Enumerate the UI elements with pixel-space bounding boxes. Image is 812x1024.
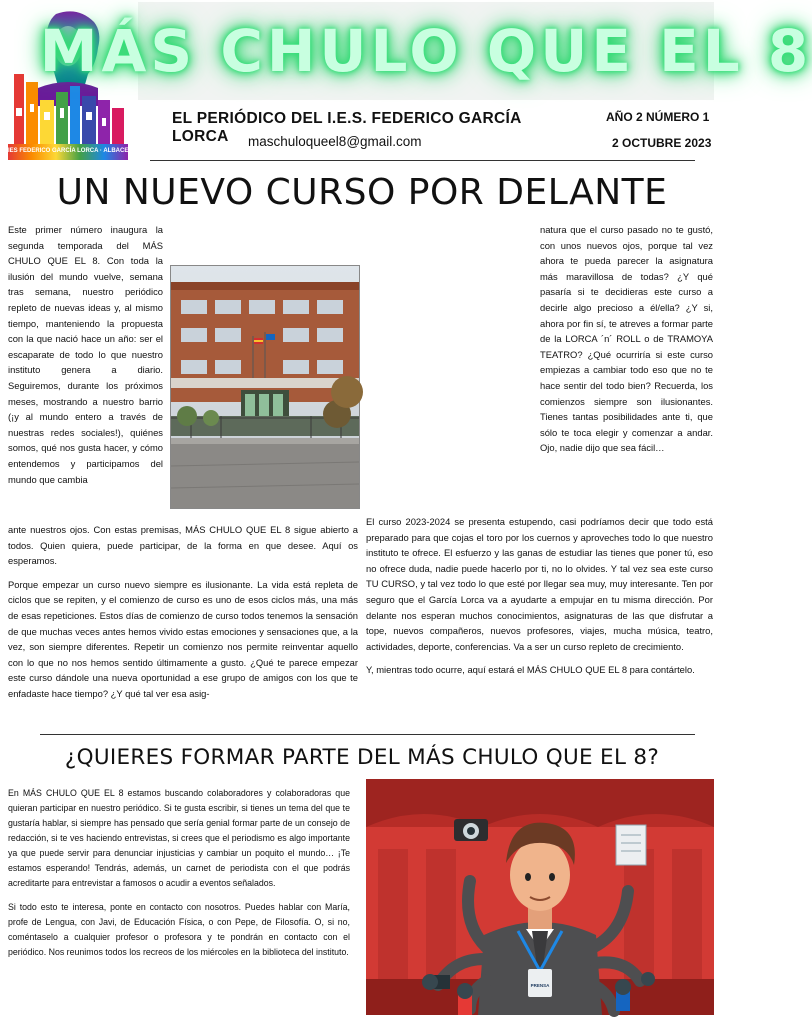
article2-title: ¿QUIERES FORMAR PARTE DEL MÁS CHULO QUE EL 8? [64,745,660,770]
logo-caption: IES FEDERICO GARCÍA LORCA · ALBACETE [8,148,137,154]
masthead-title: MÁS CHULO QUE EL 8 [39,17,812,85]
issue-date: 2 OCTUBRE 2023 [612,136,712,150]
masthead-banner [39,2,812,100]
article-divider [40,734,695,735]
header-divider [150,160,695,161]
article2-body: En MÁS CHULO QUE EL 8 estamos buscando colaboradores y colaboradoras que quieran participar en nuestro periódico. Si te gusta escribir, si tienes un tema del que te gustaría hablar, si siempre has pensado que sería genial formar parte de un consejo de redacción, si te ves haciendo entrevistas, si crees que el periodismo es algo importante ya que puede servir para denunciar injusticias y cambiar un poquito el mundo… ¡Te estamos esperando! Tendrás, además, un carnet de periodista con el que podrás acreditarte para entrevistar a famosos o acudir a eventos señalados. Si todo esto te interesa, ponte en contacto con nosotros. Puedes hablar con María, profe de Lengua, con Javi, de Educación Física, o con Pepe, de Filosofía. O, si no, coméntaselo a cualquier profesor o profesora y te pondrán en contacto con el periódico. Nos reunimos todos los recreos de los miércoles en la biblioteca del instituto. [8,788,350,957]
contact-email[interactable]: maschuloqueel8@gmail.com [248,134,422,149]
journalist-illustration [366,779,714,1015]
newspaper-subtitle: EL PERIÓDICO DEL I.E.S. FEDERICO GARCÍA LORCA [172,110,522,145]
article1-title: UN NUEVO CURSO POR DELANTE [56,172,668,213]
press-badge: PRENSA [530,983,550,988]
article1-right-wide: El curso 2023-2024 se presenta estupendo, casi podríamos decir que todo está preparado para que cojas el toro por los cuernos y aproveches todo lo que nuestro instituto te ofrece. El esfuerzo y las ganas de estudiar las tienes que poner tú, eso no ofrece duda, nadie puede hacerlo por ti, no lo olvides. Y tal vez sea este curso TU CURSO, y tal vez todo lo que esté por llegar sea muy, muy interesante. Ten por seguro que el García Lorca va a ayudarte a empujar en tu misma dirección. Por delante nos esperan muchos conocimientos, asignaturas de las que disfrutar a tope, nuevos compañeros, nuevos profesores, viajes, mucha música, teatro, actividades, deporte, conferencias. Va a ser un curso repleto de crecimiento. Y, mientras todo ocurre, aquí estará el MÁS CHULO QUE EL 8 para contártelo. [366,516,713,676]
article1-col-right: natura que el curso pasado no te gustó, con unos nuevos ojos, porque tal vez ahora te pueda parecer la asignatura más maravillosa de todas? ¿Y qué pasaría si te decidieras este curso a decirle algo precioso a él/ella? ¿Y si, ahora por fin sí, te atreves a formar parte de la LORCA ´n´ ROLL o de TRAMOYA TEATRO? ¿Qué ocurriría si este curso empiezas a cambiar todo eso que no te hace sentir del todo bien? Recuerda, los comienzos siempre son ilusionantes. Tienes tantas posibilidades ante ti, que sólo te toca elegir y comenzar a andar. Ojo, nadie dijo que sea fácil… [540,224,713,454]
article1-left-wide: ante nuestros ojos. Con estas premisas, MÁS CHULO QUE EL 8 sigue abierto a todos. Quien quiera, puede participar, de la forma en que desee. Aquí os esperamos. Porque empezar un curso nuevo siempre es ilusionante. La vida está repleta de ciclos que se repiten, y el comienzo de curso es uno de esos ciclos más, una más de esas repeticiones. Estos días de comienzo de curso todos tenemos la sensación de que muchas veces antes hemos vivido estas emociones y sensaciones que, a la vez, son siempre diferentes. Repetir un comienzo nos permite reinventar aquello con lo que no nos hemos sentido últimamente a gusto. ¿Qué te parece empezar este curso dándole una nueva oportunidad a ese grupo de amigos con los que te enfadaste hace tiempo? ¿Y qué tal ver esa asig- [8,524,358,699]
article1-col-left: Este primer número inaugura la segunda temporada del MÁS CHULO QUE EL 8. Con toda la ilusión del mundo vuelve, semana tras semana, nuestro periódico repleto de nuevas ideas y, al mismo tiempo, manteniendo la propuesta con la que nació hace un año: ser el escaparate de todo lo que nuestro instituto genera a diario. Seguiremos, durante los próximos meses, mostrando a nuestro barrio (¡y al mundo entero a través de nuestras redes sociales!), quiénes somos, qué nos gusta hacer, y cómo entendemos y participamos del mundo que cambia [8,224,163,485]
school-building-photo [170,265,360,509]
issue-number: AÑO 2 NÚMERO 1 [606,110,710,124]
